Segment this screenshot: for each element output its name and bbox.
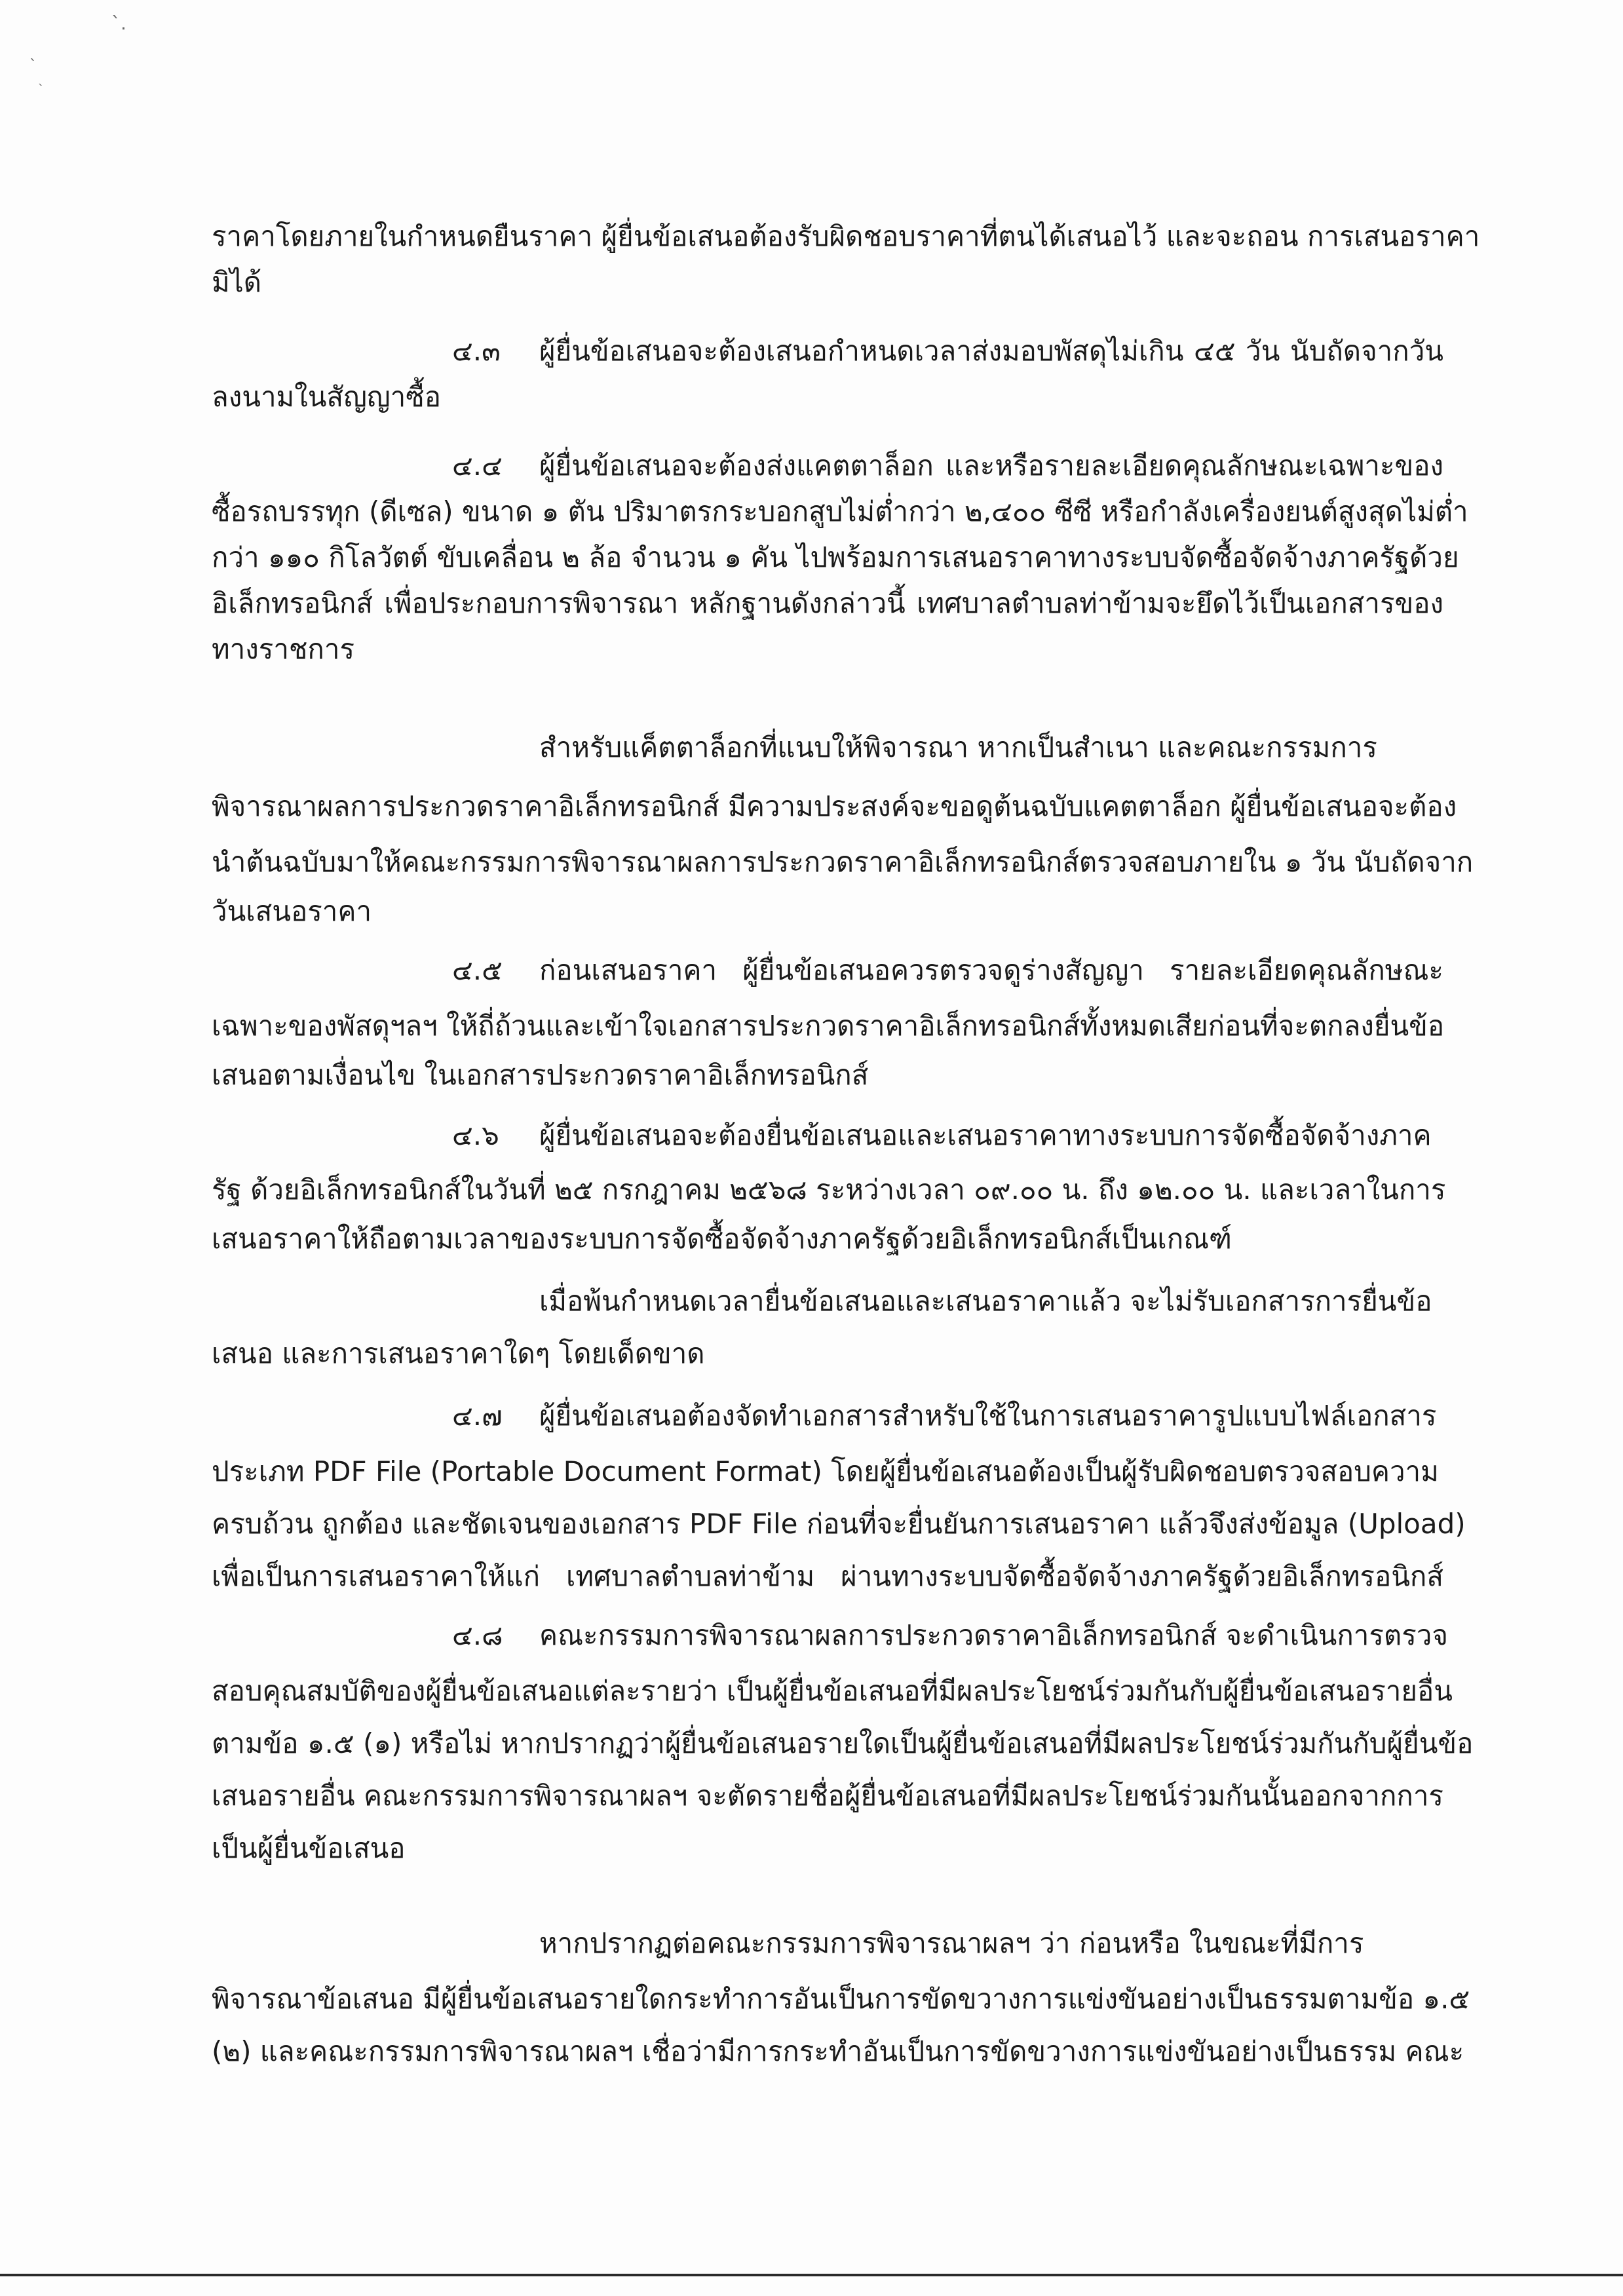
- text-line: รัฐ ด้วยอิเล็กทรอนิกส์ในวันที่ ๒๕ กรกฎาคม ๒๕๖๘ ระหว่างเวลา ๐๙.๐๐ น. ถึง ๑๒.๐๐ น. และเวลาในการ: [212, 1174, 1446, 1206]
- scan-artifact: `: [38, 83, 44, 96]
- text-line: กว่า ๑๑๐ กิโลวัตต์ ขับเคลื่อน ๒ ล้อ จำนวน ๑ คัน ไปพร้อมการเสนอราคาทางระบบจัดซื้อจัดจ้างภาครัฐด้วย: [212, 541, 1459, 573]
- text-line: ราคาโดยภายในกำหนดยืนราคา ผู้ยื่นข้อเสนอต้องรับผิดชอบราคาที่ตนได้เสนอไว้ และจะถอน การเสนอราคา: [212, 220, 1480, 252]
- text-line: ประเภท PDF File (Portable Document Format) โดยผู้ยื่นข้อเสนอต้องเป็นผู้รับผิดชอบตรวจสอบความ: [212, 1455, 1439, 1487]
- clause-number: ๔.๘: [452, 1619, 503, 1651]
- text-line: เสนอตามเงื่อนไข ในเอกสารประกวดราคาอิเล็กทรอนิกส์: [212, 1059, 869, 1091]
- clause-first-line: ก่อนเสนอราคา ผู้ยื่นข้อเสนอควรตรวจดูร่างสัญญา รายละเอียดคุณลักษณะ: [539, 954, 1443, 986]
- clause-first-line: ผู้ยื่นข้อเสนอจะต้องเสนอกำหนดเวลาส่งมอบพัสดุไม่เกิน ๔๕ วัน นับถัดจากวัน: [539, 335, 1443, 367]
- clause-first-line: ผู้ยื่นข้อเสนอต้องจัดทำเอกสารสำหรับใช้ในการเสนอราคารูปแบบไฟล์เอกสาร: [539, 1400, 1437, 1432]
- text-line: พิจารณาข้อเสนอ มีผู้ยื่นข้อเสนอรายใดกระทำการอันเป็นการขัดขวางการแข่งขันอย่างเป็นธรรมตามข้อ ๑.๕: [212, 1983, 1470, 2015]
- scan-artifact: `.: [111, 12, 126, 34]
- clause-first-line: ผู้ยื่นข้อเสนอจะต้องยื่นข้อเสนอและเสนอราคาทางระบบการจัดซื้อจัดจ้างภาค: [539, 1119, 1432, 1151]
- text-line: ซื้อรถบรรทุก (ดีเซล) ขนาด ๑ ตัน ปริมาตรกระบอกสูบไม่ต่ำกว่า ๒,๔๐๐ ซีซี หรือกำลังเครื่องยนต์สูงสุดไม่ต่ำ: [212, 495, 1468, 527]
- text-line: สอบคุณสมบัติของผู้ยื่นข้อเสนอแต่ละรายว่า เป็นผู้ยื่นข้อเสนอที่มีผลประโยชน์ร่วมกันกับผู้ยื่นข้อเสนอรายอื่น: [212, 1675, 1453, 1707]
- clause-number: ๔.๗: [452, 1400, 503, 1432]
- paragraph-first-line: สำหรับแค็ตตาล็อกที่แนบให้พิจารณา หากเป็นสำเนา และคณะกรรมการ: [539, 731, 1377, 763]
- clause-number: ๔.๔: [452, 450, 503, 482]
- text-line: เสนอรายอื่น คณะกรรมการพิจารณาผลฯ จะตัดรายชื่อผู้ยื่นข้อเสนอที่มีผลประโยชน์ร่วมกันนั้นออกจากการ: [212, 1780, 1443, 1812]
- text-line: วันเสนอราคา: [212, 895, 372, 927]
- text-line: อิเล็กทรอนิกส์ เพื่อประกอบการพิจารณา หลักฐานดังกล่าวนี้ เทศบาลตำบลท่าข้ามจะยึดไว้เป็นเอกสารของ: [212, 587, 1443, 619]
- clause-number: ๔.๓: [452, 335, 501, 367]
- text-line: (๒) และคณะกรรมการพิจารณาผลฯ เชื่อว่ามีการกระทำอันเป็นการขัดขวางการแข่งขันอย่างเป็นธรรม คณะ: [212, 2035, 1464, 2067]
- text-line: เพื่อเป็นการเสนอราคาให้แก่ เทศบาลตำบลท่าข้าม ผ่านทางระบบจัดซื้อจัดจ้างภาครัฐด้วยอิเล็กทรอนิกส์: [212, 1560, 1443, 1592]
- text-line: เสนอ และการเสนอราคาใดๆ โดยเด็ดขาด: [212, 1337, 705, 1369]
- text-line: พิจารณาผลการประกวดราคาอิเล็กทรอนิกส์ มีความประสงค์จะขอดูต้นฉบับแคตตาล็อก ผู้ยื่นข้อเสนอจะต้อง: [212, 790, 1457, 822]
- text-line: มิได้: [212, 266, 262, 298]
- text-line: เสนอราคาให้ถือตามเวลาของระบบการจัดซื้อจัดจ้างภาครัฐด้วยอิเล็กทรอนิกส์เป็นเกณฑ์: [212, 1223, 1232, 1255]
- scan-artifact: `: [29, 58, 37, 74]
- clause-first-line: คณะกรรมการพิจารณาผลการประกวดราคาอิเล็กทรอนิกส์ จะดำเนินการตรวจ: [539, 1619, 1448, 1651]
- clause-number: ๔.๖: [452, 1119, 499, 1151]
- text-line: ทางราชการ: [212, 633, 354, 665]
- clause-number: ๔.๕: [452, 954, 503, 986]
- text-line: เป็นผู้ยื่นข้อเสนอ: [212, 1832, 406, 1864]
- scan-bottom-edge: [0, 2274, 1623, 2276]
- clause-first-line: ผู้ยื่นข้อเสนอจะต้องส่งแคตตาล็อก และหรือรายละเอียดคุณลักษณะเฉพาะของ: [539, 450, 1443, 482]
- text-line: ตามข้อ ๑.๕ (๑) หรือไม่ หากปรากฏว่าผู้ยื่นข้อเสนอรายใดเป็นผู้ยื่นข้อเสนอที่มีผลประโยชน์ร่วมกันกับผู้ยื่นข้อ: [212, 1727, 1474, 1759]
- text-line: ลงนามในสัญญาซื้อ: [212, 381, 441, 413]
- paragraph-first-line: เมื่อพ้นกำหนดเวลายื่นข้อเสนอและเสนอราคาแล้ว จะไม่รับเอกสารการยื่นข้อ: [539, 1285, 1432, 1317]
- text-line: ครบถ้วน ถูกต้อง และชัดเจนของเอกสาร PDF File ก่อนที่จะยื่นยันการเสนอราคา แล้วจึงส่งข้อมูล (Upload): [212, 1508, 1466, 1540]
- text-line: เฉพาะของพัสดุฯลฯ ให้ถี่ถ้วนและเข้าใจเอกสารประกวดราคาอิเล็กทรอนิกส์ทั้งหมดเสียก่อนที่จะตกลงยื่นข้อ: [212, 1010, 1445, 1042]
- paragraph-first-line: หากปรากฏต่อคณะกรรมการพิจารณาผลฯ ว่า ก่อนหรือ ในขณะที่มีการ: [539, 1927, 1364, 1959]
- text-line: นำต้นฉบับมาให้คณะกรรมการพิจารณาผลการประกวดราคาอิเล็กทรอนิกส์ตรวจสอบภายใน ๑ วัน นับถัดจาก: [212, 846, 1474, 878]
